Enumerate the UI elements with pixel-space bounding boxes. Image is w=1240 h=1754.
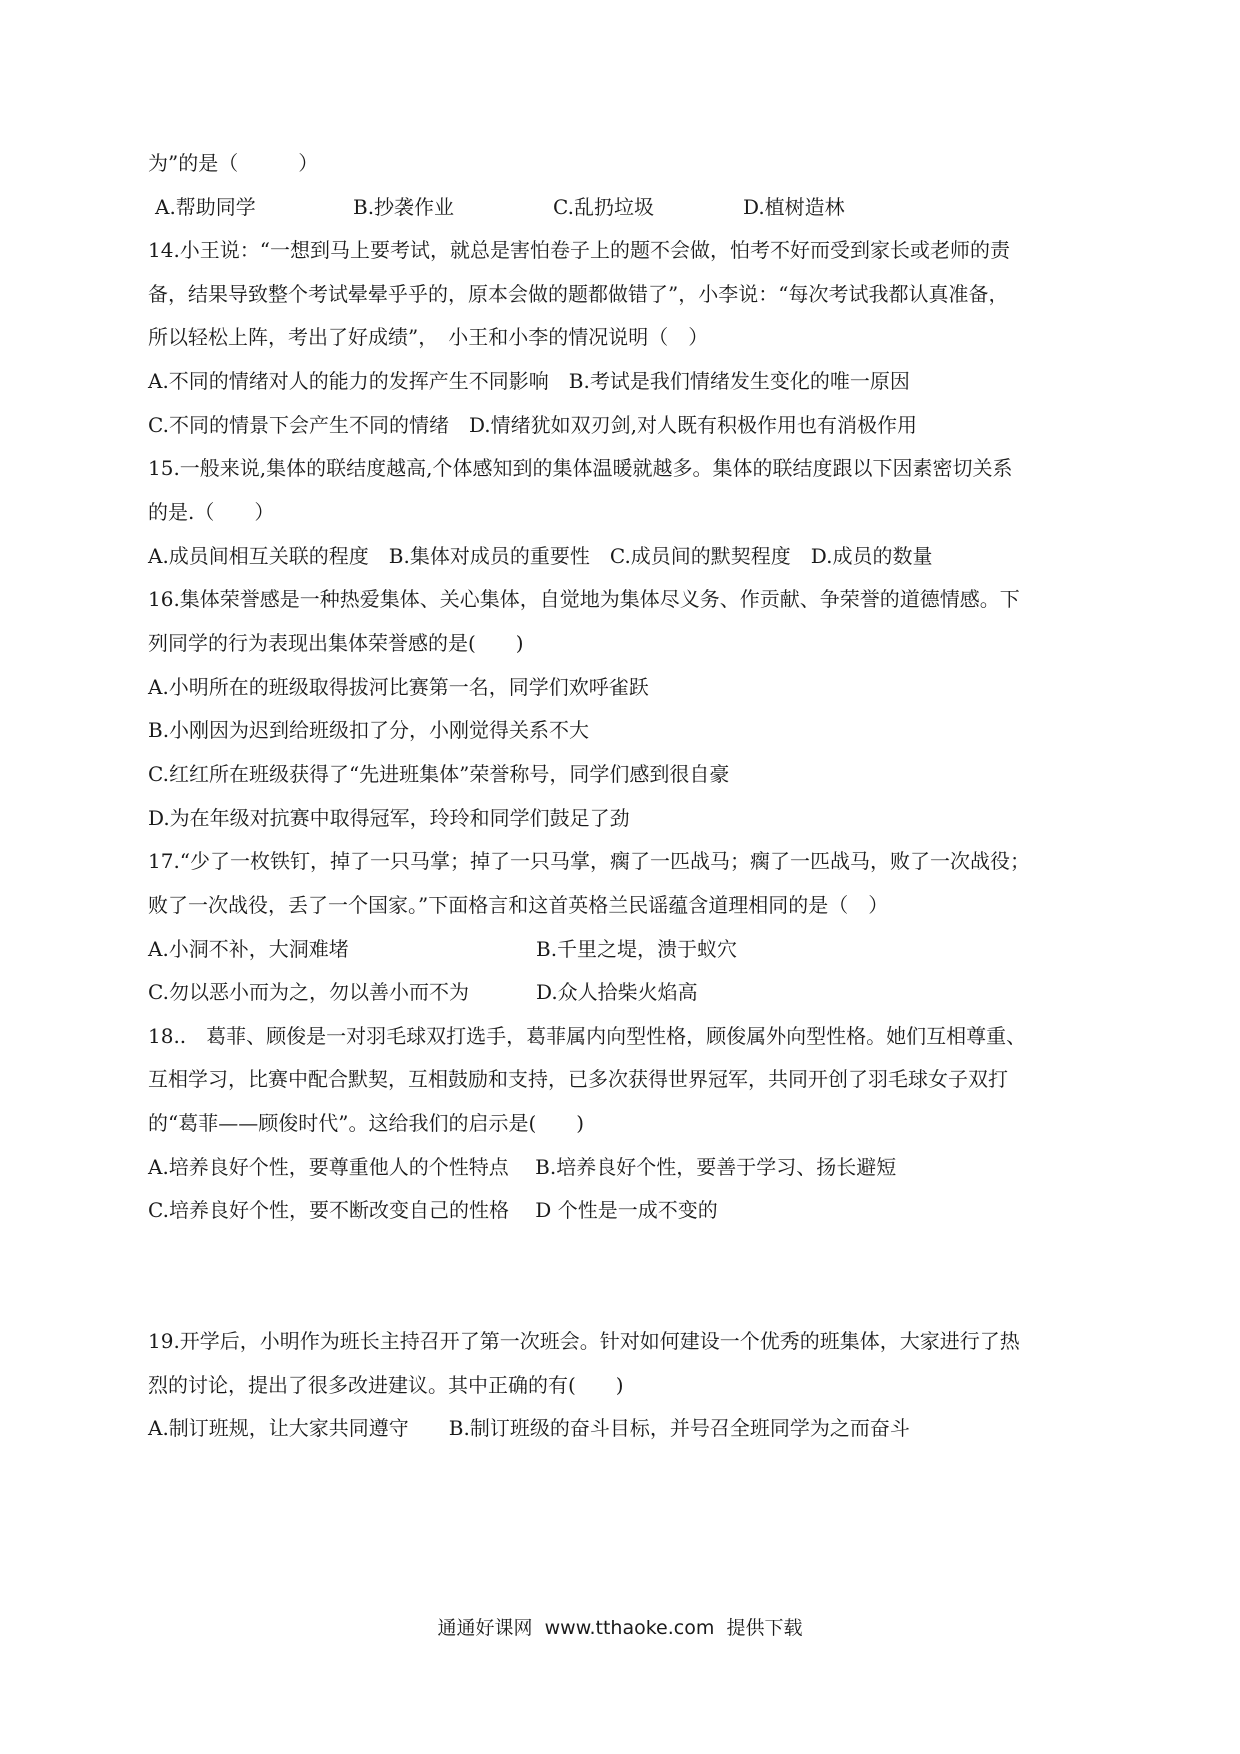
option-d: D.众人拾柴火焰高 xyxy=(536,980,698,1004)
option-line: D.为在年级对抗赛中取得冠军，玲玲和同学们鼓足了劲 xyxy=(148,806,630,830)
question-17: 17.“少了一枚铁钉，掉了一只马掌；掉了一只马掌，瘸了一匹战马；瘸了一匹战马，败了一次战役； xyxy=(148,849,1031,873)
question-19: 19.开学后，小明作为班长主持召开了第一次班会。针对如何建设一个优秀的班集体，大家进行了热 xyxy=(148,1329,1020,1353)
text-line: 的“葛菲——顾俊时代”。这给我们的启示是( ) xyxy=(148,1111,585,1135)
question-16: 16.集体荣誉感是一种热爱集体、关心集体，自觉地为集体尽义务、作贡献、争荣誉的道德情感。下 xyxy=(148,587,1020,611)
option-line: C.不同的情景下会产生不同的情绪 D.情绪犹如双刃剑,对人既有积极作用也有消极作用 xyxy=(148,413,917,437)
option-c: C.勿以恶小而为之，勿以善小而不为 xyxy=(148,980,469,1004)
option-line: A.成员间相互关联的程度 B.集体对成员的重要性 C.成员间的默契程度 D.成员的数量 xyxy=(148,544,933,568)
text-line: 烈的讨论，提出了很多改进建议。其中正确的有( ) xyxy=(148,1373,624,1397)
text-line: 为”的是（ ） xyxy=(148,151,319,175)
question-15: 15.一般来说,集体的联结度越高,个体感知到的集体温暖就越多。集体的联结度跟以下因素密切关系 xyxy=(148,456,1013,480)
option-line: C.红红所在班级获得了“先进班集体”荣誉称号，同学们感到很自豪 xyxy=(148,762,730,786)
option-line: B.小刚因为迟到给班级扣了分，小刚觉得关系不大 xyxy=(148,718,590,742)
page-footer: 通通好课网 www.tthaoke.com 提供下载 xyxy=(437,1617,803,1639)
text-line: 列同学的行为表现出集体荣誉感的是( ) xyxy=(148,631,524,655)
option-line: A.制订班规，让大家共同遵守 B.制订班级的奋斗目标，并号召全班同学为之而奋斗 xyxy=(148,1416,910,1440)
option-d: D.植树造林 xyxy=(743,195,845,219)
option-a: A.小洞不补，大洞难堵 xyxy=(148,937,349,961)
text-line: 的是.（ ） xyxy=(148,500,275,524)
option-b: B.千里之堤，溃于蚁穴 xyxy=(536,937,738,961)
option-b: B.抄袭作业 xyxy=(353,195,455,219)
option-line: A.小明所在的班级取得拔河比赛第一名，同学们欢呼雀跃 xyxy=(148,675,649,699)
text-line: 互相学习，比赛中配合默契，互相鼓励和支持，已多次获得世界冠军，共同开创了羽毛球女子双打 xyxy=(148,1067,1008,1091)
text-line: 所以轻松上阵，考出了好成绩”， 小王和小李的情况说明（ ） xyxy=(148,325,709,349)
text-line: 败了一次战役，丢了一个国家。”下面格言和这首英格兰民谣蕴含道理相同的是（ ） xyxy=(148,893,889,917)
option-line: C.培养良好个性，要不断改变自己的性格 D 个性是一成不变的 xyxy=(148,1198,718,1222)
option-line: A.培养良好个性，要尊重他人的个性特点 B.培养良好个性，要善于学习、扬长避短 xyxy=(148,1155,897,1179)
question-14: 14.小王说：“一想到马上要考试，就总是害怕卷子上的题不会做，怕考不好而受到家长或老师的责 xyxy=(148,238,1011,262)
option-a: A.帮助同学 xyxy=(155,195,256,219)
option-c: C.乱扔垃圾 xyxy=(553,195,654,219)
text-line: 备，结果导致整个考试晕晕乎乎的，原本会做的题都做错了”，小李说：“每次考试我都认真准备， xyxy=(148,282,1009,306)
option-line: A.不同的情绪对人的能力的发挥产生不同影响 B.考试是我们情绪发生变化的唯一原因 xyxy=(148,369,910,393)
question-18: 18.. 葛菲、顾俊是一对羽毛球双打选手，葛菲属内向型性格，顾俊属外向型性格。她们互相尊重、 xyxy=(148,1024,1027,1048)
